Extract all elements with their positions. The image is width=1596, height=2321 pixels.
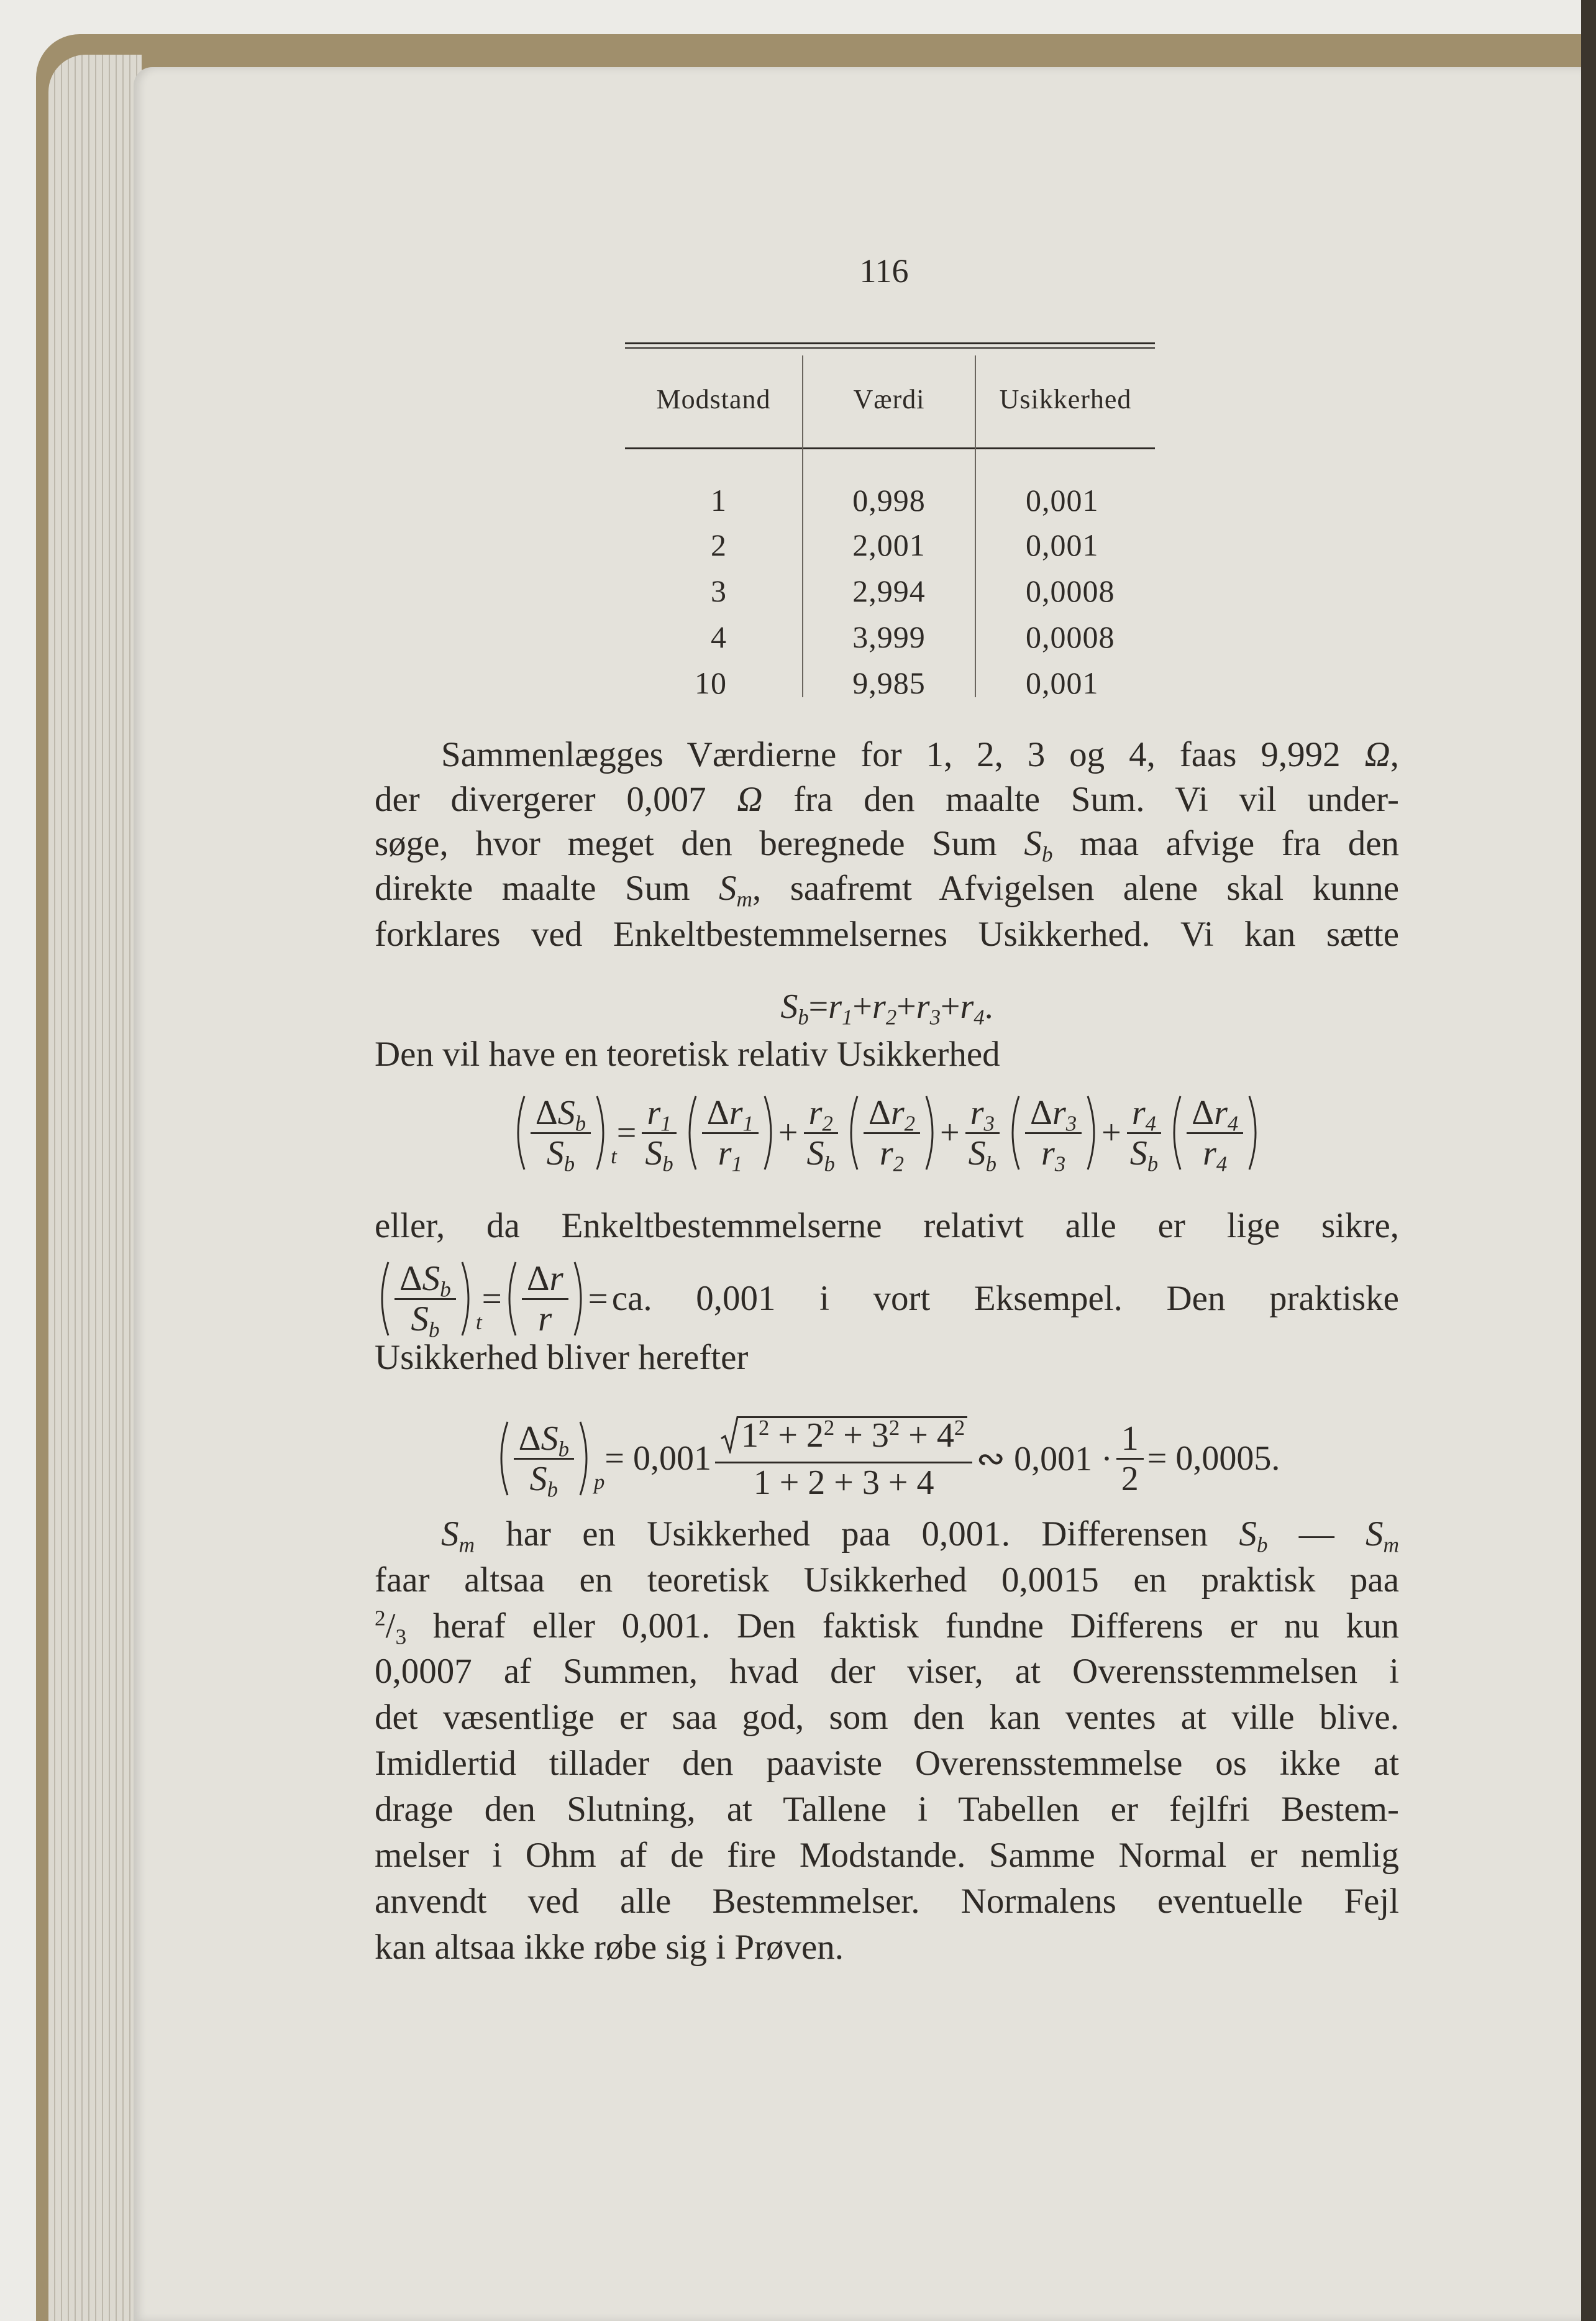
numerator — [1116, 1421, 1144, 1460]
variable: r — [808, 1093, 823, 1132]
subscript: 2 — [893, 1151, 904, 1176]
right-paren-icon — [578, 1420, 594, 1497]
subscript: b — [985, 1151, 996, 1176]
text-run: = 0,001 — [604, 1439, 711, 1478]
numerator — [1025, 1095, 1082, 1134]
denominator — [1116, 1460, 1144, 1497]
equation-text-line — [375, 1258, 1399, 1342]
variable: r — [538, 1299, 552, 1339]
page-stack-edge — [48, 55, 142, 2321]
text-run: , saafremt Afvigelsen alene skal kunne — [752, 869, 1399, 908]
left-paren-icon — [511, 1094, 527, 1171]
right-paren-icon — [595, 1094, 611, 1171]
fraction — [394, 1258, 456, 1342]
text-run: = — [481, 1279, 502, 1319]
subscript: 4 — [974, 1005, 985, 1030]
cell-usikkerhed: 0,0008 — [1026, 620, 1115, 654]
text-run: Imidlertid tillader den paaviste Overensstemmelse os ikke at — [375, 1744, 1399, 1783]
math-symbol — [1041, 1133, 1066, 1176]
numerator — [702, 1095, 759, 1134]
header-usikkerhed: Usikkerhed — [999, 384, 1132, 414]
math-symbol — [411, 1299, 440, 1342]
text-run: Δ — [535, 1093, 558, 1132]
subscript: 3 — [1054, 1151, 1066, 1176]
variable: S — [546, 1133, 564, 1173]
table-top-rule — [625, 342, 1155, 344]
math-symbol — [1131, 1093, 1156, 1135]
subscript: 1 — [742, 1110, 754, 1135]
text-run: , — [1390, 735, 1399, 774]
header-vaerdi: Værdi — [853, 384, 925, 414]
parenthesized-group — [1005, 1093, 1101, 1176]
fraction — [715, 1416, 972, 1501]
subscript: 4 — [1145, 1110, 1156, 1135]
variable: r — [1203, 1133, 1216, 1173]
subscript: 2 — [904, 1110, 916, 1135]
square-root — [720, 1416, 967, 1453]
text-run: Usikkerhed bliver herefter — [375, 1338, 749, 1377]
text-run: anvendt ved alle Bestemmelser. Normalens eventuelle Fejl — [375, 1882, 1399, 1921]
variable: r — [647, 1093, 661, 1132]
text-line — [375, 1790, 1399, 1829]
cell-vaerdi: 2,001 — [852, 528, 926, 562]
denominator — [406, 1299, 444, 1342]
math-symbol — [1203, 1133, 1228, 1176]
fraction — [801, 1093, 839, 1176]
denominator — [640, 1133, 678, 1176]
left-paren-icon — [844, 1094, 860, 1171]
subscript: p — [594, 1470, 605, 1494]
subscript: m — [458, 1532, 475, 1557]
denominator — [1198, 1133, 1232, 1176]
number: 4 — [936, 1416, 954, 1455]
variable: S — [780, 987, 798, 1026]
subscript: b — [575, 1110, 586, 1135]
denominator — [1125, 1133, 1163, 1176]
text-run: Sammenlægges Værdierne for 1, 2, 3 og 4, faas 9,992 — [441, 735, 1365, 774]
left-paren-icon — [494, 1420, 510, 1497]
subscript: b — [547, 1476, 558, 1501]
display-equation — [375, 1093, 1399, 1176]
text-run: Δ — [1029, 1093, 1052, 1132]
cell-vaerdi: 2,994 — [852, 574, 926, 608]
superscript: 2 — [954, 1415, 965, 1440]
left-paren-icon — [682, 1094, 698, 1171]
cell-modstand: 3 — [711, 574, 727, 608]
text-run: kan altsaa ikke røbe sig i Prøven. — [375, 1928, 844, 1967]
text-run: Δ — [868, 1093, 891, 1132]
variable: Ω — [1364, 735, 1390, 774]
superscript: 2 — [758, 1415, 770, 1440]
right-paren-icon — [924, 1094, 940, 1171]
number: 1 — [741, 1416, 759, 1455]
cell-usikkerhed: 0,0008 — [1026, 574, 1115, 608]
text-run: . — [984, 987, 993, 1026]
numerator — [394, 1258, 456, 1302]
variable: S — [422, 1258, 440, 1298]
parenthesized-group — [1167, 1093, 1263, 1176]
cell-usikkerhed: 0,001 — [1026, 483, 1099, 518]
display-equation — [375, 1416, 1399, 1501]
fraction — [531, 1093, 591, 1176]
text-run: maa afvige fra den — [1052, 824, 1399, 863]
denominator — [749, 1463, 939, 1501]
math-symbol — [879, 1133, 904, 1176]
fraction — [702, 1093, 759, 1176]
subscript: m — [736, 887, 753, 912]
text-run: + — [940, 1114, 960, 1152]
math-symbol — [557, 1093, 586, 1135]
numerator — [965, 1095, 1000, 1134]
subscript: b — [824, 1151, 835, 1176]
cell-vaerdi: 3,999 — [852, 620, 926, 654]
variable: r — [1214, 1093, 1228, 1132]
subscript: t — [475, 1310, 482, 1334]
variable: r — [960, 987, 974, 1026]
left-paren-icon — [1167, 1094, 1183, 1171]
numerator — [642, 1095, 676, 1134]
text-run: = — [588, 1279, 608, 1319]
subscript: 2 — [822, 1110, 833, 1135]
text-run: fra den maalte Sum. Vi vil under- — [762, 780, 1399, 819]
math-symbol — [806, 1133, 835, 1176]
fraction — [522, 1258, 568, 1339]
fraction — [1125, 1093, 1163, 1176]
superscript: 2 — [375, 1606, 386, 1631]
denominator — [542, 1133, 580, 1176]
math-symbol — [422, 1258, 451, 1302]
text-run: + — [940, 987, 960, 1026]
text-line — [375, 1206, 1399, 1246]
superscript: 2 — [888, 1415, 900, 1440]
variable: S — [1239, 1514, 1257, 1554]
text-line — [441, 735, 1399, 775]
text-line — [375, 824, 1399, 867]
math-symbol — [890, 1093, 916, 1135]
right-paren-icon — [460, 1260, 476, 1337]
denominator — [1036, 1133, 1070, 1176]
text-run: har en Usikkerhed paa 0,001. Differensen — [475, 1514, 1239, 1554]
text-run: = 0,0005. — [1147, 1439, 1280, 1478]
math-symbol — [1365, 735, 1390, 774]
text-run: heraf eller 0,001. Den faktisk fundne Differens er nu kun — [406, 1606, 1399, 1646]
numerator — [804, 1095, 838, 1134]
parenthesized-group — [844, 1093, 940, 1176]
math-symbol — [1366, 1514, 1400, 1557]
variable: S — [719, 869, 737, 908]
variable: r — [970, 1093, 984, 1132]
math-symbol — [719, 869, 753, 912]
parenthesized-group — [511, 1093, 617, 1176]
variable: S — [1129, 1133, 1147, 1173]
subscript: b — [428, 1317, 440, 1342]
right-paren-icon — [572, 1260, 588, 1337]
text-line — [375, 1560, 1399, 1600]
math-symbol — [828, 987, 853, 1030]
text-line — [441, 1514, 1400, 1557]
variable: S — [411, 1299, 429, 1339]
variable: S — [806, 1133, 824, 1173]
denominator — [533, 1300, 557, 1337]
subscript: 2 — [885, 1005, 897, 1030]
math-symbol — [960, 987, 985, 1030]
text-run: 2 — [1121, 1459, 1139, 1498]
fraction — [640, 1093, 678, 1176]
fraction — [1187, 1093, 1243, 1176]
numerator — [531, 1095, 591, 1134]
text-line — [375, 1338, 934, 1378]
text-line — [375, 1698, 1399, 1737]
cell-modstand: 1 — [711, 483, 727, 518]
text-run: faar altsaa en teoretisk Usikkerhed 0,0015 en praktisk paa — [375, 1560, 1399, 1600]
math-symbol — [540, 1419, 570, 1461]
parenthesized-group — [502, 1260, 588, 1337]
text-run: Δ — [518, 1419, 541, 1458]
variable: S — [529, 1459, 547, 1498]
text-line — [375, 915, 1399, 954]
table-header-rule — [625, 447, 1155, 449]
text-line — [375, 1652, 1399, 1692]
variable: S — [557, 1093, 575, 1132]
variable: r — [1041, 1133, 1055, 1173]
variable: r — [916, 987, 930, 1026]
math-symbol — [647, 1093, 672, 1135]
math-symbol — [1214, 1093, 1239, 1135]
denominator — [525, 1459, 563, 1501]
subscript: b — [1041, 842, 1053, 867]
text-run: = — [616, 1114, 637, 1152]
denominator — [801, 1133, 839, 1176]
text-run: 0,0007 af Summen, hvad der viser, at Overensstemmelsen i — [375, 1652, 1399, 1691]
left-paren-icon — [502, 1260, 518, 1337]
variable: Ω — [737, 780, 763, 819]
numerator — [864, 1095, 920, 1134]
text-line — [375, 1928, 996, 1967]
text-run: + — [896, 987, 916, 1026]
text-run: Den vil have en teoretisk relativ Usikkerhed — [375, 1035, 1000, 1074]
math-symbol — [729, 1093, 754, 1135]
text-run: / — [385, 1606, 396, 1646]
cell-modstand: 2 — [711, 528, 727, 562]
text-run: Δ — [706, 1093, 729, 1132]
header-modstand: Modstand — [656, 384, 771, 414]
radicand — [739, 1416, 967, 1453]
fraction — [1116, 1421, 1144, 1497]
text-line — [375, 1744, 1399, 1783]
variable: r — [1131, 1093, 1146, 1132]
text-run: drage den Slutning, at Tallene i Tabellen er fejlfri Bestem- — [375, 1790, 1399, 1829]
text-run: Δ — [1192, 1093, 1215, 1132]
book-spine — [1581, 0, 1596, 2321]
math-symbol — [1129, 1133, 1159, 1176]
math-symbol — [737, 780, 762, 819]
subscript: m — [1383, 1532, 1400, 1557]
cell-modstand: 4 — [711, 620, 727, 654]
subscript: 4 — [1227, 1110, 1239, 1135]
right-paren-icon — [1085, 1094, 1101, 1171]
math-symbol — [872, 1416, 900, 1455]
variable: S — [441, 1514, 459, 1554]
math-symbol — [916, 987, 941, 1030]
math-symbol — [529, 1459, 558, 1501]
text-run: forklares ved Enkeltbestemmelsernes Usikkerhed. Vi kan sætte — [375, 915, 1399, 954]
fraction — [964, 1093, 1001, 1176]
variable: r — [549, 1258, 563, 1298]
math-symbol — [441, 1514, 475, 1557]
subscript: b — [1147, 1151, 1159, 1176]
text-run: melser i Ohm af de fire Modstande. Samme Normal er nemlig — [375, 1836, 1399, 1875]
cell-usikkerhed: 0,001 — [1026, 666, 1099, 700]
math-symbol — [808, 1093, 833, 1135]
denominator — [875, 1133, 909, 1176]
subscript: 3 — [1065, 1110, 1077, 1135]
subscript: 1 — [660, 1110, 672, 1135]
subscript: b — [662, 1151, 673, 1176]
text-run: søge, hvor meget den beregnede Sum — [375, 824, 1024, 863]
parenthesized-group — [375, 1258, 482, 1342]
subscript: b — [440, 1277, 451, 1302]
text-line — [375, 1836, 1399, 1875]
text-run: + — [852, 987, 873, 1026]
fraction — [864, 1093, 920, 1176]
text-run: + — [769, 1416, 806, 1455]
variable: r — [1052, 1093, 1066, 1132]
text-line — [375, 1035, 1120, 1074]
math-symbol — [1239, 1514, 1268, 1557]
math-symbol — [375, 1606, 386, 1646]
radical-sign-icon — [720, 1416, 739, 1453]
variable: r — [828, 987, 842, 1026]
text-line — [375, 780, 1399, 820]
text-run: det væsentlige er saa god, som den kan ventes at ville blive. — [375, 1698, 1399, 1737]
subscript: b — [558, 1436, 570, 1461]
cell-usikkerhed: 0,001 — [1026, 528, 1099, 562]
subscript: 3 — [395, 1624, 407, 1649]
math-symbol — [937, 1416, 965, 1455]
left-paren-icon — [1005, 1094, 1021, 1171]
table-top-rule-2 — [625, 347, 1155, 349]
cell-vaerdi: 0,998 — [852, 483, 926, 518]
right-paren-icon — [762, 1094, 778, 1171]
subscript: b — [1256, 1532, 1268, 1557]
math-symbol — [806, 1416, 834, 1455]
parenthesized-group — [682, 1093, 778, 1176]
subscript: 3 — [983, 1110, 995, 1135]
text-run: ca. 0,001 i vort Eksempel. Den praktiske — [611, 1279, 1399, 1318]
math-symbol — [1052, 1093, 1077, 1135]
text-run: der divergerer 0,007 — [375, 780, 737, 819]
math-symbol — [395, 1606, 407, 1649]
left-paren-icon — [375, 1260, 391, 1337]
text-run: + — [778, 1114, 798, 1152]
variable: S — [540, 1419, 559, 1458]
fraction — [514, 1419, 574, 1501]
superscript: 2 — [823, 1415, 835, 1440]
text-run: 1 + 2 + 3 + 4 — [753, 1463, 934, 1502]
text-line — [375, 869, 1399, 912]
text-run: + — [1101, 1114, 1121, 1152]
numerator — [715, 1416, 972, 1463]
denominator — [964, 1133, 1001, 1176]
fraction — [1025, 1093, 1082, 1176]
text-run: eller, da Enkeltbestemmelserne relativt alle er lige sikre, — [375, 1206, 1399, 1245]
math-symbol — [538, 1299, 552, 1339]
variable: r — [872, 987, 886, 1026]
variable: r — [729, 1093, 743, 1132]
subscript: 4 — [1216, 1151, 1228, 1176]
parenthesized-group — [494, 1419, 605, 1501]
subscript: b — [563, 1151, 575, 1176]
number: 3 — [871, 1416, 889, 1455]
numerator — [522, 1258, 568, 1300]
variable: S — [645, 1133, 663, 1173]
math-symbol — [968, 1133, 996, 1176]
display-equation — [375, 987, 1399, 1030]
math-symbol — [549, 1259, 563, 1298]
math-symbol — [872, 987, 897, 1030]
variable: r — [879, 1133, 893, 1173]
variable: r — [890, 1093, 905, 1132]
right-paren-icon — [1247, 1094, 1263, 1171]
numerator — [1127, 1095, 1161, 1134]
text-run: + — [900, 1416, 937, 1455]
subscript: t — [611, 1144, 617, 1168]
numerator — [514, 1421, 574, 1460]
text-run: ∾ 0,001 · — [976, 1439, 1113, 1478]
text-line — [375, 1606, 1399, 1649]
text-run: = — [808, 987, 829, 1026]
cell-vaerdi: 9,985 — [852, 666, 926, 700]
subscript: b — [798, 1005, 809, 1030]
numerator — [1187, 1095, 1243, 1134]
math-symbol — [970, 1093, 995, 1135]
page-number: 116 — [859, 252, 909, 290]
text-run: 1 — [1121, 1419, 1139, 1458]
inline-equation — [375, 1258, 608, 1342]
math-symbol — [741, 1416, 769, 1455]
math-symbol — [780, 987, 809, 1030]
text-run: direkte maalte Sum — [375, 869, 719, 908]
text-run: Δ — [526, 1258, 550, 1298]
text-run: — — [1267, 1514, 1366, 1554]
math-symbol — [1024, 824, 1053, 867]
math-symbol — [718, 1133, 742, 1176]
subscript: 3 — [929, 1005, 941, 1030]
variable: S — [968, 1133, 986, 1173]
text-run: Δ — [399, 1258, 422, 1298]
variable: r — [718, 1133, 732, 1173]
text-run: + — [834, 1416, 872, 1455]
variable: S — [1024, 824, 1042, 863]
variable: S — [1366, 1514, 1384, 1554]
math-symbol — [645, 1133, 673, 1176]
subscript: 1 — [842, 1005, 853, 1030]
text-line — [375, 1882, 1399, 1921]
number: 2 — [806, 1416, 824, 1455]
cell-modstand: 10 — [695, 666, 727, 700]
denominator — [713, 1133, 747, 1176]
subscript: 1 — [731, 1151, 742, 1176]
math-symbol — [546, 1133, 575, 1176]
